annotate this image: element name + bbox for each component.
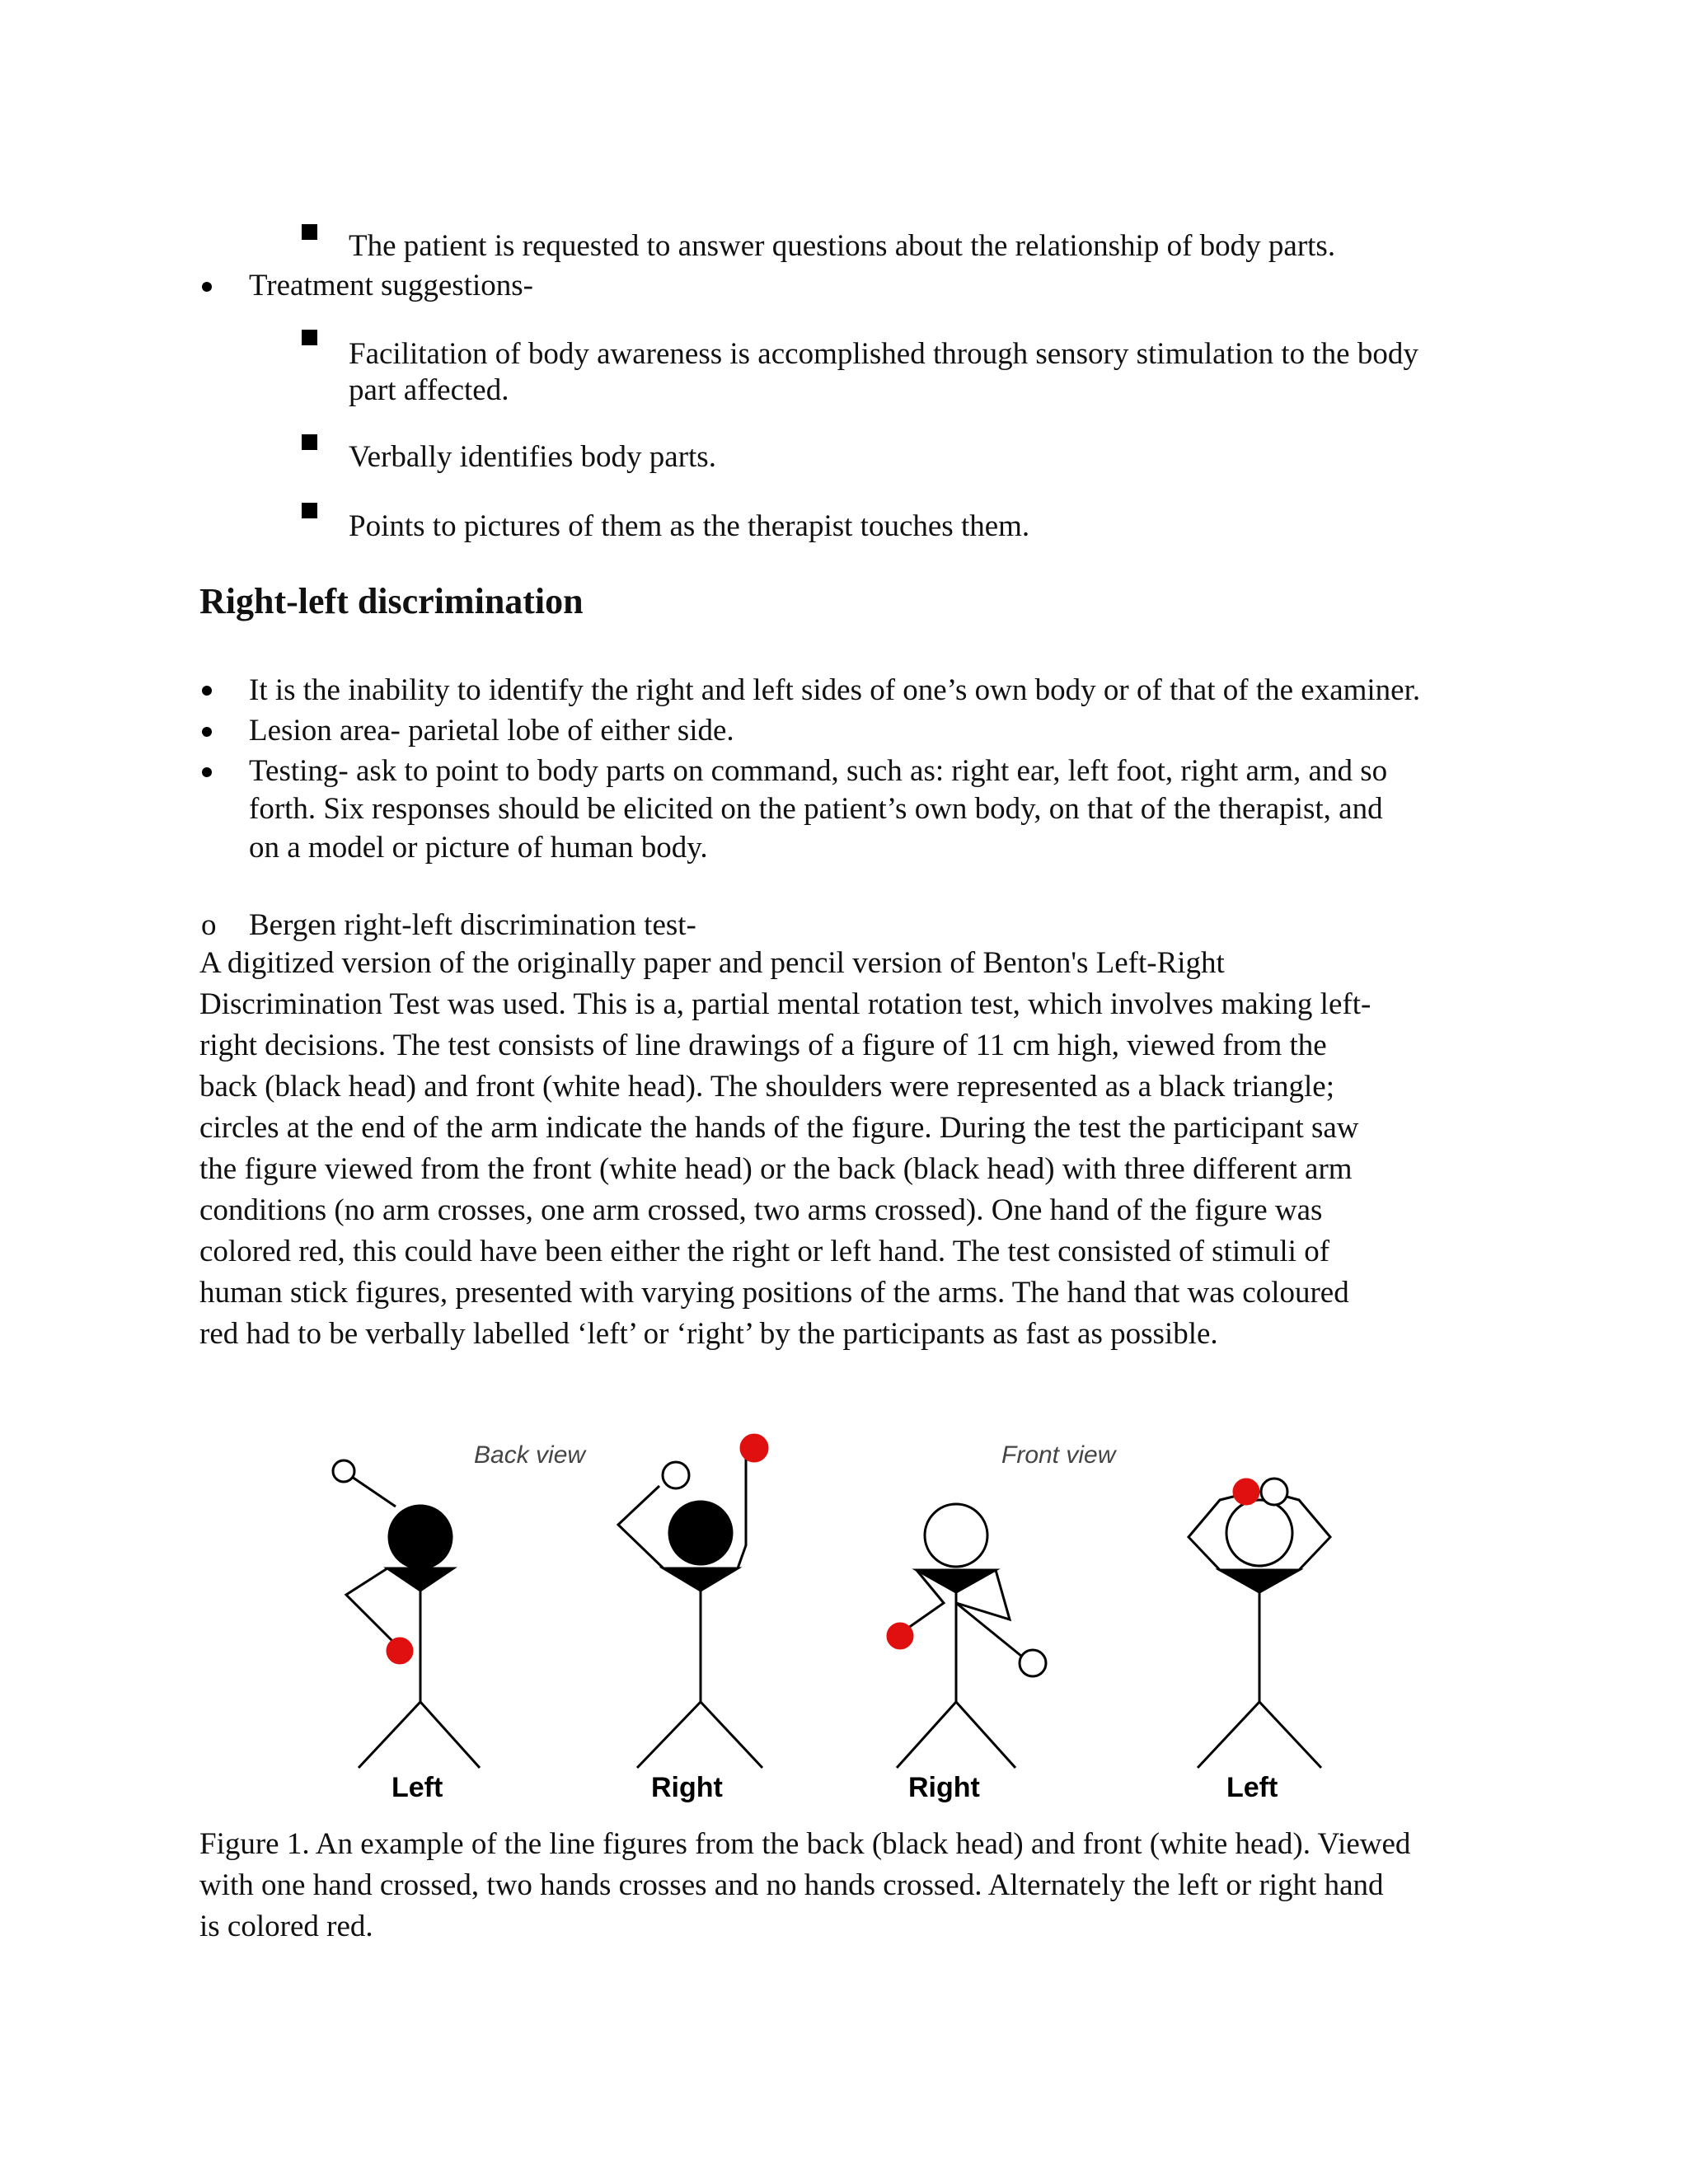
bullet-icon: [202, 767, 212, 777]
stick-figure-back-right: [618, 1435, 767, 1803]
stick-figure-front-right: [888, 1504, 1046, 1803]
caption-line: Figure 1. An example of the line figures from the back (black head) and front (white head). Viewed: [199, 1827, 1411, 1861]
caption-line: is colored red.: [199, 1910, 373, 1943]
treatment-item-facilitation-line2: part affected.: [349, 373, 509, 407]
sub-bullet-marker: o: [201, 908, 217, 942]
stick-figure-front-left: [1189, 1479, 1330, 1803]
bullet-testing-line1: Testing- ask to point to body parts on command, such as: right ear, left foot, right arm, and so: [249, 754, 1388, 788]
bullet-lesion-area: Lesion area- parietal lobe of either side.: [249, 714, 734, 748]
list-item-questions: The patient is requested to answer questions about the relationship of body parts.: [349, 229, 1336, 263]
paragraph-line: human stick figures, presented with varying positions of the arms. The hand that was coloured: [199, 1276, 1349, 1310]
square-bullet-icon: [302, 434, 317, 450]
paragraph-line: colored red, this could have been either the right or left hand. The test consisted of stimuli of: [199, 1235, 1330, 1268]
square-bullet-icon: [302, 330, 317, 345]
hand-circle: [1261, 1479, 1287, 1505]
bullet-testing-line2: forth. Six responses should be elicited on the patient’s own body, on that of the therapist, and: [249, 792, 1383, 826]
stick-figures-illustration: [297, 1422, 1385, 1809]
paragraph-line: circles at the end of the arm indicate the hands of the figure. During the test the participant saw: [199, 1111, 1359, 1145]
bullet-icon: [202, 282, 212, 292]
hand-circle: [1020, 1650, 1046, 1676]
square-bullet-icon: [302, 224, 317, 240]
hand-circle-red: [741, 1435, 767, 1461]
hand-circle: [333, 1460, 354, 1482]
hand-circle-red: [387, 1638, 412, 1663]
paragraph-line: A digitized version of the originally paper and pencil version of Benton's Left-Right: [199, 946, 1225, 980]
treatment-label: Treatment suggestions-: [249, 269, 533, 302]
treatment-item-points: Points to pictures of them as the therapist touches them.: [349, 509, 1030, 543]
paragraph-line: conditions (no arm crosses, one arm crossed, two arms crossed). One hand of the figure was: [199, 1193, 1323, 1227]
bullet-inability: It is the inability to identify the right and left sides of one’s own body or of that of the examiner.: [249, 673, 1421, 707]
hand-circle-red: [1234, 1479, 1259, 1504]
front-view-label: Front view: [1001, 1441, 1116, 1469]
treatment-item-verbally: Verbally identifies body parts.: [349, 440, 716, 474]
paragraph-line: back (black head) and front (white head). The shoulders were represented as a black triangle;: [199, 1070, 1334, 1104]
figure-label-left-front: Left: [1226, 1772, 1278, 1803]
figure-label-right: Right: [651, 1772, 723, 1803]
sub-item-bergen-test: Bergen right-left discrimination test-: [249, 908, 696, 942]
stick-figure-back-left: [333, 1460, 480, 1803]
figure-label-right-front: Right: [908, 1772, 980, 1803]
paragraph-line: the figure viewed from the front (white head) or the back (black head) with three different arm: [199, 1152, 1353, 1186]
caption-line: with one hand crossed, two hands crosses and no hands crossed. Alternately the left or right hand: [199, 1868, 1384, 1902]
bullet-icon: [202, 727, 212, 737]
bullet-testing-line3: on a model or picture of human body.: [249, 831, 708, 865]
treatment-item-facilitation-line1: Facilitation of body awareness is accomplished through sensory stimulation to the body: [349, 337, 1418, 371]
square-bullet-icon: [302, 503, 317, 518]
figure-caption: [199, 1824, 1490, 1947]
paragraph-line: right decisions. The test consists of line drawings of a figure of 11 cm high, viewed from the: [199, 1029, 1327, 1062]
figure-label-left: Left: [392, 1772, 443, 1803]
bullet-icon: [202, 686, 212, 696]
description-paragraph: [199, 943, 1502, 1355]
back-view-label: Back view: [474, 1441, 586, 1469]
hand-circle: [663, 1462, 689, 1488]
section-heading: Right-left discrimination: [199, 581, 584, 621]
hand-circle-red: [888, 1624, 912, 1648]
paragraph-line: Discrimination Test was used. This is a, partial mental rotation test, which involves making left-: [199, 987, 1372, 1021]
paragraph-line: red had to be verbally labelled ‘left’ or ‘right’ by the participants as fast as possible.: [199, 1317, 1218, 1351]
